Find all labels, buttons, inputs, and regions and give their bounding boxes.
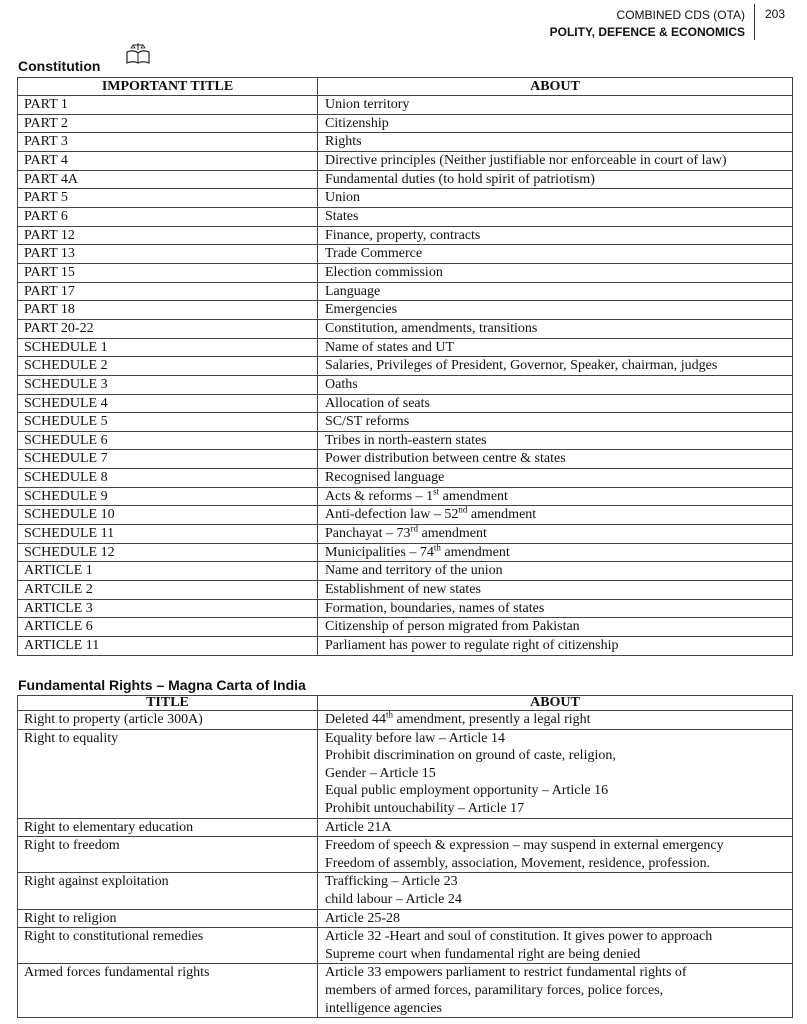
ordinal-suffix: th [386,710,394,720]
table-row [18,506,793,525]
row-about-cell: Allocation of seats [318,394,793,413]
row-about-cell [318,487,793,506]
row-title-cell: PART 20-22 [18,319,318,338]
row-title-cell: PART 2 [18,114,318,133]
ordinal-suffix: st [433,487,440,497]
about-line-text: Article 32 -Heart and soul of constitution. It gives power to approach [325,929,713,945]
about-line-text: Gender – Article 15 [325,765,436,781]
table-row [18,450,793,469]
header-line-1: COMBINED CDS (OTA) [616,8,745,22]
section-title-fundamental-rights: Fundamental Rights – Magna Carta of India [18,677,306,693]
row-about-cell: Union territory [318,96,793,115]
row-about-cell: Oaths [318,375,793,394]
about-line [325,1000,786,1018]
row-about-cell: States [318,207,793,226]
right-about-cell [318,818,793,837]
row-about-cell: Rights [318,133,793,152]
about-line [325,910,786,928]
table-row [18,873,793,909]
right-title-cell: Right to property (article 300A) [18,711,318,730]
row-title-cell: SCHEDULE 2 [18,357,318,376]
about-line [325,891,786,909]
right-title-cell: Right against exploitation [18,873,318,909]
table-row [18,581,793,600]
about-line-text: Equality before law – Article 14 [325,730,505,746]
table-row [18,226,793,245]
right-about-cell [318,711,793,730]
right-about-cell [318,928,793,964]
table-row [18,837,793,873]
about-text-end: amendment [418,526,487,542]
section-title-constitution: Constitution [18,58,101,74]
row-title-cell: SCHEDULE 3 [18,375,318,394]
row-title-cell: PART 18 [18,301,318,320]
row-title-cell: ARTCILE 2 [18,581,318,600]
row-about-cell: Formation, boundaries, names of states [318,599,793,618]
page-number: 203 [764,7,785,21]
row-title-cell: PART 5 [18,189,318,208]
about-line [325,946,786,964]
table-row [18,170,793,189]
about-line-text: intelligence agencies [325,1000,442,1016]
about-line-text: Trafficking – Article 23 [325,874,458,890]
row-title-cell: PART 17 [18,282,318,301]
about-line-text: Article 33 empowers parliament to restrict fundamental rights of [325,965,687,981]
about-line [325,800,786,818]
row-title-cell: SCHEDULE 4 [18,394,318,413]
table-row [18,711,793,730]
row-about-cell: Finance, property, contracts [318,226,793,245]
row-title-cell: PART 4A [18,170,318,189]
table-row [18,282,793,301]
table-row [18,413,793,432]
about-text: Municipalities – 74 [325,544,434,560]
row-about-cell: Union [318,189,793,208]
table-row [18,357,793,376]
row-about-cell: Parliament has power to regulate right of citizenship [318,637,793,656]
row-title-cell: SCHEDULE 12 [18,543,318,562]
table-row [18,114,793,133]
about-line-text: child labour – Article 24 [325,891,462,907]
row-about-cell: Name and territory of the union [318,562,793,581]
row-title-cell: PART 6 [18,207,318,226]
about-line-text: Freedom of speech & expression – may suspend in external emergency [325,838,724,854]
constitution-table [17,77,793,656]
right-title-cell: Right to freedom [18,837,318,873]
row-about-cell: Constitution, amendments, transitions [318,319,793,338]
table-row [18,263,793,282]
row-title-cell: SCHEDULE 8 [18,469,318,488]
about-line-text: Prohibit untouchability – Article 17 [325,800,525,816]
about-line [325,819,786,837]
row-about-cell: Citizenship of person migrated from Pakistan [318,618,793,637]
table-row [18,319,793,338]
row-title-cell: PART 4 [18,151,318,170]
table-row [18,394,793,413]
row-title-cell: PART 15 [18,263,318,282]
right-title-cell: Right to constitutional remedies [18,928,318,964]
ordinal-suffix: rd [410,524,419,534]
table-row [18,207,793,226]
table-row [18,618,793,637]
about-line [325,747,786,765]
about-text: Acts & reforms – 1 [325,488,434,504]
table-row [18,245,793,264]
about-line [325,982,786,1000]
about-line-text: Deleted 44 [325,712,387,727]
page-header [507,4,807,42]
about-line [325,765,786,783]
about-line-text: Article 25-28 [325,910,401,926]
table-row [18,637,793,656]
about-line-text: Equal public employment opportunity – Article 16 [325,783,609,799]
row-about-cell: Trade Commerce [318,245,793,264]
about-line-text: members of armed forces, paramilitary forces, police forces, [325,982,664,998]
right-about-cell [318,909,793,928]
fundamental-rights-table-body [18,711,793,1018]
row-title-cell: ARTICLE 3 [18,599,318,618]
ordinal-suffix: th [433,543,441,553]
right-about-cell [318,729,793,818]
row-title-cell: ARTICLE 1 [18,562,318,581]
column-header-about: ABOUT [318,78,793,96]
about-line-text: Supreme court when fundamental right are being denied [325,946,641,962]
table-row [18,928,793,964]
table-row [18,151,793,170]
right-title-cell: Armed forces fundamental rights [18,964,318,1018]
row-title-cell: PART 12 [18,226,318,245]
table-row [18,543,793,562]
header-divider [754,4,755,40]
about-line [325,873,786,891]
row-about-cell [318,506,793,525]
row-about-cell: Power distribution between centre & states [318,450,793,469]
column-header-title: IMPORTANT TITLE [18,78,318,96]
table-row [18,599,793,618]
row-about-cell [318,525,793,544]
table-row [18,729,793,818]
row-about-cell: Fundamental duties (to hold spirit of patriotism) [318,170,793,189]
row-about-cell: Recognised language [318,469,793,488]
about-text: Anti-defection law – 52 [325,507,459,523]
about-line [325,782,786,800]
row-about-cell: Establishment of new states [318,581,793,600]
constitution-table-body [18,96,793,656]
about-text: Panchayat – 73 [325,526,411,542]
row-about-cell: Emergencies [318,301,793,320]
about-line-text: Freedom of assembly, association, Movement, residence, profession. [325,855,711,871]
about-text-end: amendment [440,544,510,560]
row-title-cell: PART 13 [18,245,318,264]
row-about-cell: Language [318,282,793,301]
about-line [325,711,786,729]
row-about-cell: SC/ST reforms [318,413,793,432]
table-row [18,964,793,1018]
table-row [18,525,793,544]
right-title-cell: Right to equality [18,729,318,818]
header-text [550,7,745,41]
row-title-cell: PART 3 [18,133,318,152]
row-about-cell: Election commission [318,263,793,282]
row-about-cell: Salaries, Privileges of President, Governor, Speaker, chairman, judges [318,357,793,376]
about-text-end: amendment [439,488,508,504]
about-line-text-end: amendment, presently a legal right [393,712,591,727]
about-line [325,730,786,748]
row-title-cell: SCHEDULE 5 [18,413,318,432]
right-about-cell [318,964,793,1018]
about-line [325,837,786,855]
right-title-cell: Right to religion [18,909,318,928]
table-row [18,375,793,394]
row-about-cell: Citizenship [318,114,793,133]
row-title-cell: SCHEDULE 1 [18,338,318,357]
table-row [18,96,793,115]
row-title-cell: SCHEDULE 11 [18,525,318,544]
row-title-cell: SCHEDULE 6 [18,431,318,450]
table-row [18,909,793,928]
column-header-about: ABOUT [318,696,793,711]
table-row [18,562,793,581]
table-row [18,431,793,450]
row-about-cell: Directive principles (Neither justifiable nor enforceable in court of law) [318,151,793,170]
table-header-row [18,696,793,711]
ordinal-suffix: nd [458,505,468,515]
table-row [18,818,793,837]
header-line-2: POLITY, DEFENCE & ECONOMICS [549,25,745,39]
table-row [18,338,793,357]
row-title-cell: PART 1 [18,96,318,115]
table-row [18,133,793,152]
about-text-end: amendment [467,507,537,523]
about-line-text: Article 21A [325,819,392,835]
row-title-cell: SCHEDULE 7 [18,450,318,469]
row-title-cell: ARTICLE 11 [18,637,318,656]
about-line [325,964,786,982]
table-row [18,301,793,320]
column-header-title: TITLE [18,696,318,711]
book-scales-icon [126,42,150,64]
table-row [18,487,793,506]
row-title-cell: SCHEDULE 9 [18,487,318,506]
row-about-cell: Name of states and UT [318,338,793,357]
fundamental-rights-table [17,695,793,1018]
table-header-row [18,78,793,96]
row-about-cell: Tribes in north-eastern states [318,431,793,450]
about-line [325,855,786,873]
table-row [18,469,793,488]
row-about-cell [318,543,793,562]
row-title-cell: ARTICLE 6 [18,618,318,637]
right-about-cell [318,837,793,873]
about-line-text: Prohibit discrimination on ground of caste, religion, [325,748,616,764]
table-row [18,189,793,208]
right-about-cell [318,873,793,909]
about-line [325,928,786,946]
right-title-cell: Right to elementary education [18,818,318,837]
row-title-cell: SCHEDULE 10 [18,506,318,525]
